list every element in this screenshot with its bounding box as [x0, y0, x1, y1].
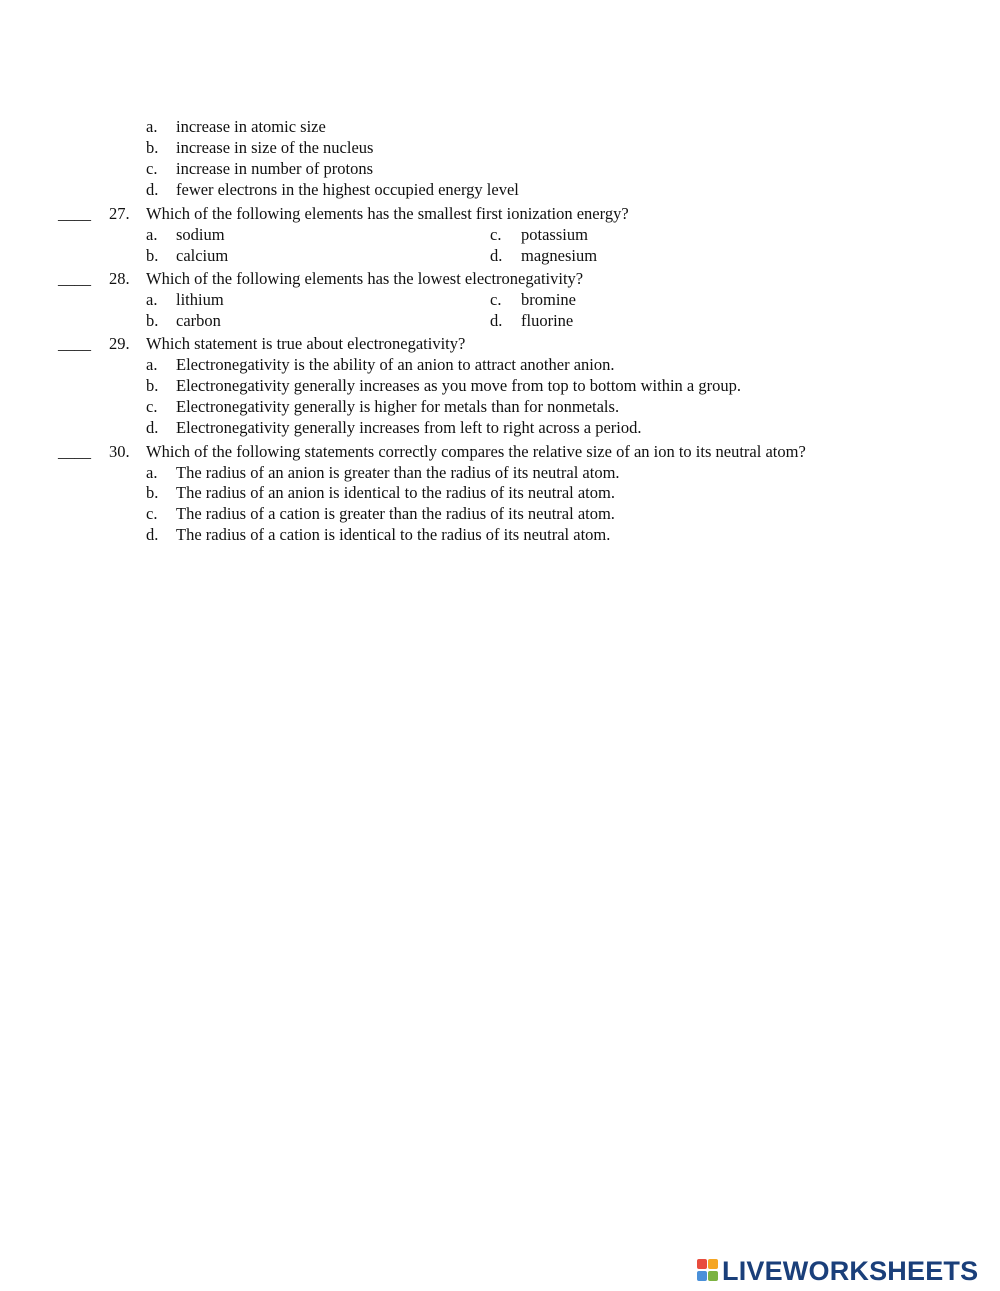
- question-number: 30.: [109, 442, 130, 461]
- option-text: The radius of a cation is greater than the radius of its neutral atom.: [176, 504, 615, 523]
- answer-blank[interactable]: ____: [58, 204, 91, 223]
- option-letter: d.: [146, 418, 159, 437]
- option-letter: a.: [146, 225, 158, 244]
- option-letter: c.: [490, 290, 502, 309]
- option-letter: a.: [146, 117, 158, 136]
- option-text: potassium: [521, 225, 588, 244]
- option-letter: d.: [490, 311, 503, 330]
- liveworksheets-logo-mark-icon: [697, 1259, 719, 1283]
- option-letter: d.: [490, 246, 503, 265]
- option-text: bromine: [521, 290, 576, 309]
- option-text: sodium: [176, 225, 225, 244]
- option-text: carbon: [176, 311, 221, 330]
- option-letter: a.: [146, 290, 158, 309]
- option-text: The radius of an anion is identical to the radius of its neutral atom.: [176, 483, 615, 502]
- option-text: increase in atomic size: [176, 117, 326, 136]
- liveworksheets-logo: [697, 1256, 978, 1286]
- option-letter: b.: [146, 311, 159, 330]
- question-text: Which statement is true about electronegativity?: [146, 334, 466, 353]
- option-letter: c.: [146, 159, 158, 178]
- option-text: Electronegativity generally increases as you move from top to bottom within a group.: [176, 376, 741, 395]
- logo-text: LIVEWORKSHEETS: [722, 1255, 979, 1286]
- option-letter: c.: [490, 225, 502, 244]
- option-text: fluorine: [521, 311, 574, 330]
- option-text: calcium: [176, 246, 229, 265]
- answer-blank[interactable]: ____: [58, 442, 91, 461]
- option-letter: b.: [146, 376, 159, 395]
- question-text: Which of the following elements has the lowest electronegativity?: [146, 269, 584, 288]
- answer-blank[interactable]: ____: [58, 334, 91, 353]
- option-letter: d.: [146, 180, 159, 199]
- option-text: lithium: [176, 290, 224, 309]
- option-text: The radius of a cation is identical to the radius of its neutral atom.: [176, 525, 611, 544]
- option-text: The radius of an anion is greater than the radius of its neutral atom.: [176, 463, 620, 482]
- option-letter: a.: [146, 355, 158, 374]
- option-text: increase in number of protons: [176, 159, 374, 178]
- question-number: 28.: [109, 269, 130, 288]
- option-letter: c.: [146, 504, 158, 523]
- answer-blank[interactable]: ____: [58, 269, 91, 288]
- option-letter: d.: [146, 525, 159, 544]
- option-text: increase in size of the nucleus: [176, 138, 374, 157]
- option-letter: b.: [146, 246, 159, 265]
- option-letter: a.: [146, 463, 158, 482]
- question-number: 29.: [109, 334, 130, 353]
- option-letter: b.: [146, 138, 159, 157]
- option-text: Electronegativity generally increases from left to right across a period.: [176, 418, 642, 437]
- option-letter: c.: [146, 397, 158, 416]
- option-text: Electronegativity generally is higher for metals than for nonmetals.: [176, 397, 620, 416]
- question-text: Which of the following elements has the smallest first ionization energy?: [146, 204, 629, 223]
- option-text: magnesium: [521, 246, 598, 265]
- question-number: 27.: [109, 204, 130, 223]
- option-text: Electronegativity is the ability of an anion to attract another anion.: [176, 355, 615, 374]
- option-letter: b.: [146, 483, 159, 502]
- option-text: fewer electrons in the highest occupied energy level: [176, 180, 519, 199]
- question-text: Which of the following statements correctly compares the relative size of an ion to its neutral atom?: [146, 442, 806, 461]
